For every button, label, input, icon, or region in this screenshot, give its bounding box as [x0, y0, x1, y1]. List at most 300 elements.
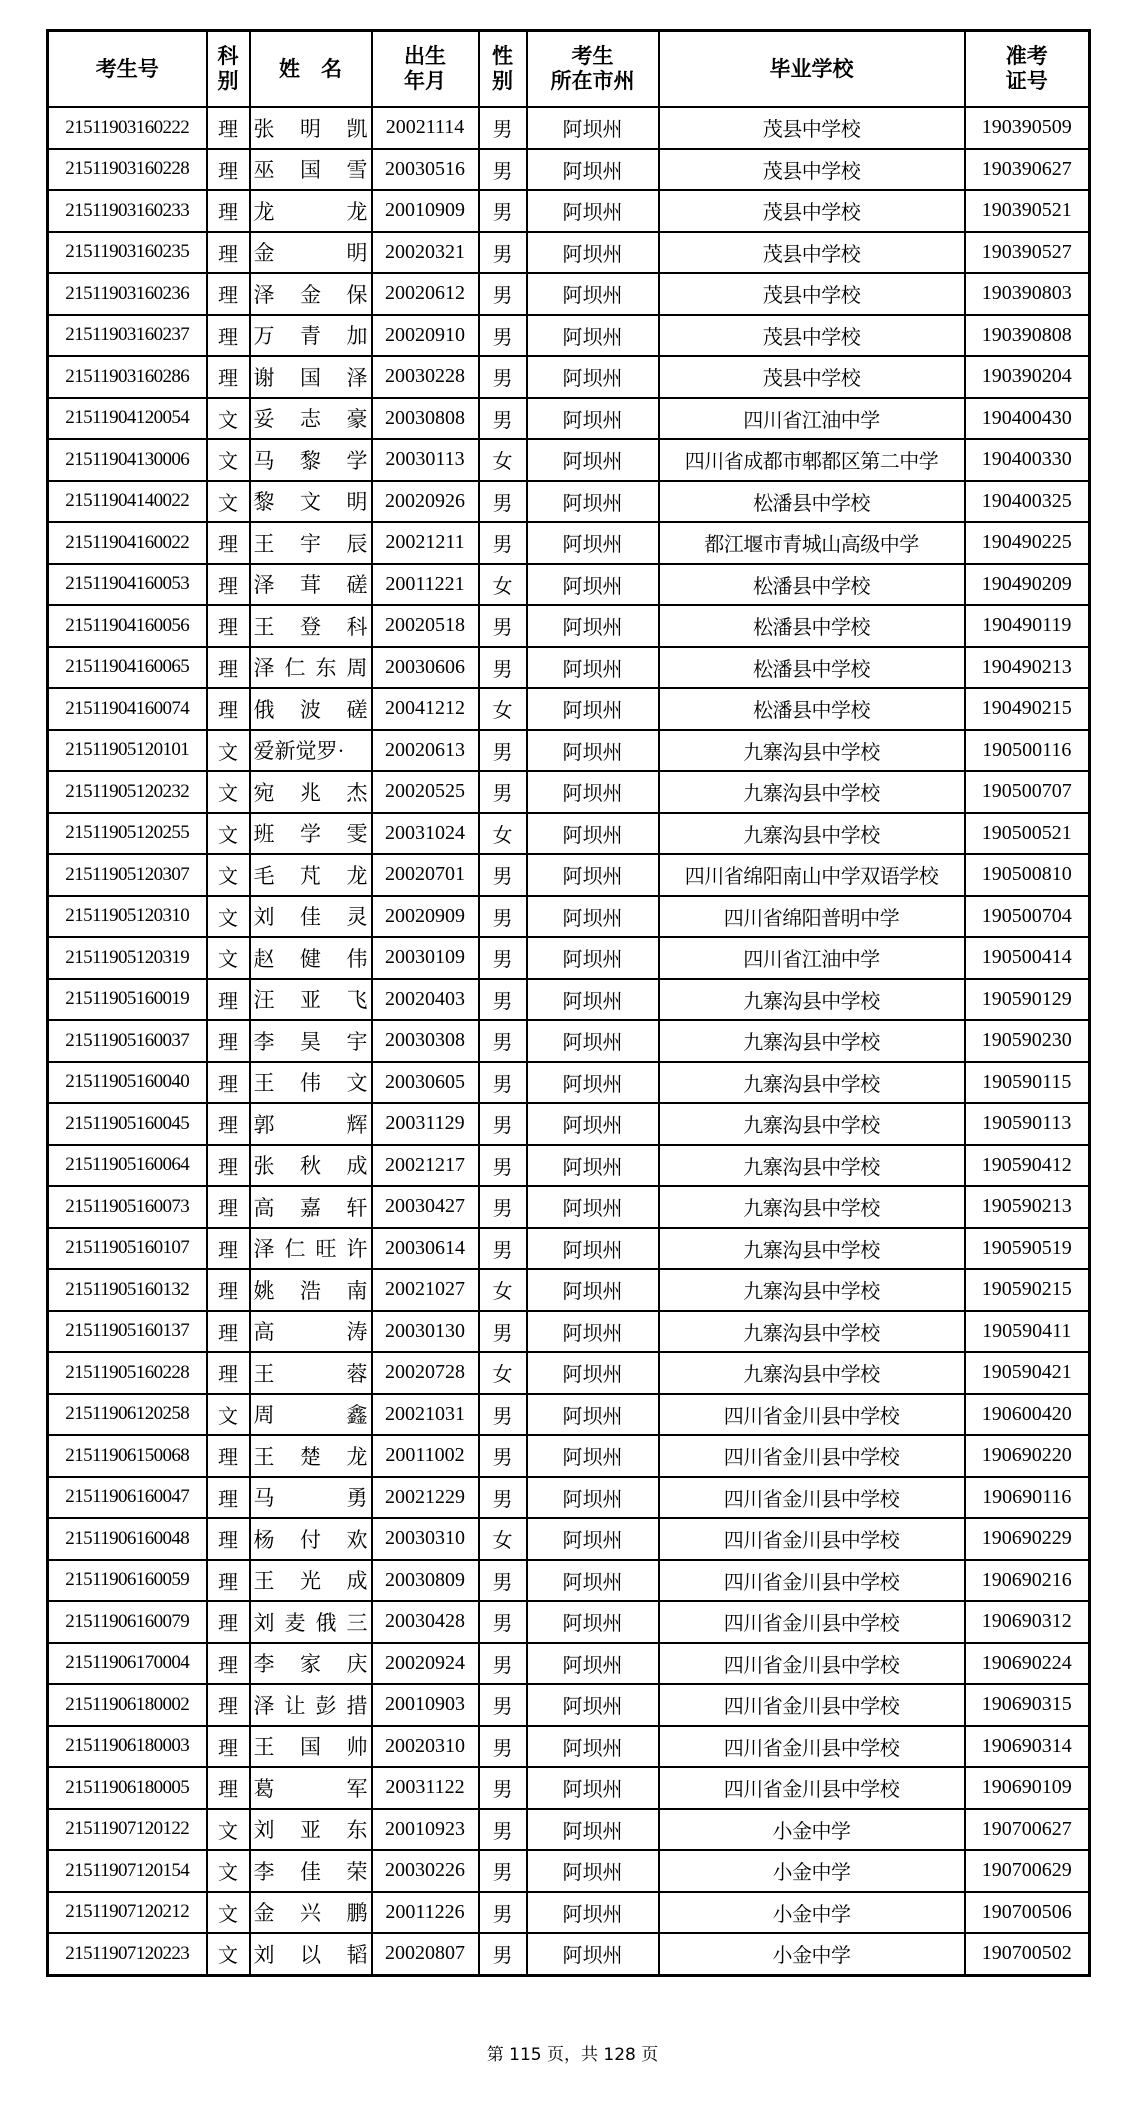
- school-cell: 四川省金川县中学校: [659, 1767, 965, 1809]
- gender-cell: 男: [479, 1892, 527, 1934]
- header-city: [527, 31, 659, 108]
- student-name: 王蓉: [253, 1361, 368, 1386]
- header-admission-number-label: 准考证号: [1005, 44, 1048, 93]
- gender-cell: 女: [479, 1518, 527, 1560]
- student-name-cell: [250, 771, 372, 813]
- table-row: [48, 1684, 1090, 1726]
- gender-cell: 女: [479, 1269, 527, 1311]
- table-row: [48, 356, 1090, 398]
- table-row: [48, 232, 1090, 274]
- school-cell: 茂县中学校: [659, 273, 965, 315]
- birth-date-cell: 20020403: [372, 979, 479, 1021]
- exam-number-cell: 21511904140022: [48, 481, 207, 523]
- school-cell: 九寨沟县中学校: [659, 979, 965, 1021]
- birth-date-cell: 20020910: [372, 315, 479, 357]
- admission-number-cell: 190700629: [965, 1850, 1090, 1892]
- gender-cell: 男: [479, 647, 527, 689]
- city-cell: 阿坝州: [527, 730, 659, 772]
- student-name: 赵健伟: [253, 946, 368, 971]
- student-name-cell: [250, 398, 372, 440]
- gender-cell: 男: [479, 315, 527, 357]
- exam-number-cell: 21511905160132: [48, 1269, 207, 1311]
- subject-cell: 文: [207, 771, 250, 813]
- school-cell: 九寨沟县中学校: [659, 1062, 965, 1104]
- school-cell: 茂县中学校: [659, 315, 965, 357]
- birth-date-cell: 20030226: [372, 1850, 479, 1892]
- exam-number-cell: 21511903160236: [48, 273, 207, 315]
- student-name: 张秋成: [253, 1154, 368, 1179]
- city-cell: 阿坝州: [527, 647, 659, 689]
- subject-cell: 理: [207, 1477, 250, 1519]
- table-row: [48, 522, 1090, 564]
- birth-date-cell: 20020701: [372, 854, 479, 896]
- admission-number-cell: 190690315: [965, 1684, 1090, 1726]
- admission-number-cell: 190690116: [965, 1477, 1090, 1519]
- school-cell: 都江堰市青城山高级中学: [659, 522, 965, 564]
- student-name: 黎文明: [253, 490, 368, 515]
- subject-cell: 理: [207, 1103, 250, 1145]
- student-name: 谢国泽: [253, 365, 368, 390]
- city-cell: 阿坝州: [527, 1933, 659, 1975]
- school-cell: 小金中学: [659, 1809, 965, 1851]
- student-name-cell: [250, 315, 372, 357]
- table-row: [48, 149, 1090, 191]
- gender-cell: 男: [479, 190, 527, 232]
- birth-date-cell: 20021211: [372, 522, 479, 564]
- school-cell: 小金中学: [659, 1892, 965, 1934]
- student-name-cell: [250, 1809, 372, 1851]
- gender-cell: 男: [479, 1809, 527, 1851]
- birth-date-cell: 20030113: [372, 439, 479, 481]
- subject-cell: 理: [207, 605, 250, 647]
- birth-date-cell: 20031122: [372, 1767, 479, 1809]
- school-cell: 茂县中学校: [659, 107, 965, 149]
- gender-cell: 男: [479, 730, 527, 772]
- school-cell: 四川省金川县中学校: [659, 1477, 965, 1519]
- student-name-cell: [250, 813, 372, 855]
- student-name: 王楚龙: [253, 1444, 368, 1469]
- school-cell: 四川省金川县中学校: [659, 1726, 965, 1768]
- admission-number-cell: 190590230: [965, 1020, 1090, 1062]
- subject-cell: 理: [207, 1352, 250, 1394]
- gender-cell: 女: [479, 1352, 527, 1394]
- gender-cell: 男: [479, 107, 527, 149]
- subject-cell: 理: [207, 273, 250, 315]
- subject-cell: 理: [207, 1435, 250, 1477]
- birth-date-cell: 20020321: [372, 232, 479, 274]
- birth-date-cell: 20020728: [372, 1352, 479, 1394]
- student-name: 刘佳灵: [253, 905, 368, 930]
- student-name: 周鑫: [253, 1403, 368, 1428]
- table-row: [48, 1560, 1090, 1602]
- subject-cell: 理: [207, 522, 250, 564]
- admission-number-cell: 190690220: [965, 1435, 1090, 1477]
- table-row: [48, 1228, 1090, 1270]
- gender-cell: 男: [479, 896, 527, 938]
- admission-number-cell: 190490213: [965, 647, 1090, 689]
- table-row: [48, 1394, 1090, 1436]
- subject-cell: 理: [207, 232, 250, 274]
- header-gender-line: 别: [492, 69, 513, 93]
- table-row: [48, 1726, 1090, 1768]
- student-name-cell: [250, 1269, 372, 1311]
- admission-number-cell: 190490225: [965, 522, 1090, 564]
- birth-date-cell: 20030228: [372, 356, 479, 398]
- city-cell: 阿坝州: [527, 937, 659, 979]
- birth-date-cell: 20010909: [372, 190, 479, 232]
- gender-cell: 男: [479, 1103, 527, 1145]
- subject-cell: 文: [207, 1892, 250, 1934]
- school-cell: 茂县中学校: [659, 149, 965, 191]
- admission-number-cell: 190690224: [965, 1643, 1090, 1685]
- subject-cell: 理: [207, 1643, 250, 1685]
- birth-date-cell: 20020924: [372, 1643, 479, 1685]
- student-name-cell: [250, 1103, 372, 1145]
- gender-cell: 男: [479, 937, 527, 979]
- city-cell: 阿坝州: [527, 273, 659, 315]
- birth-date-cell: 20020807: [372, 1933, 479, 1975]
- admission-number-cell: 190590115: [965, 1062, 1090, 1104]
- admission-number-cell: 190390527: [965, 232, 1090, 274]
- header-birth-date-label: 出生年月: [404, 44, 446, 93]
- student-name: 李家庆: [253, 1652, 368, 1677]
- exam-number-cell: 21511907120154: [48, 1850, 207, 1892]
- subject-cell: 文: [207, 398, 250, 440]
- exam-number-cell: 21511904160056: [48, 605, 207, 647]
- admission-number-cell: 190700627: [965, 1809, 1090, 1851]
- student-name-cell: [250, 1394, 372, 1436]
- school-cell: 四川省江油中学: [659, 398, 965, 440]
- gender-cell: 男: [479, 1062, 527, 1104]
- student-name-cell: [250, 1933, 372, 1975]
- city-cell: 阿坝州: [527, 1394, 659, 1436]
- city-cell: 阿坝州: [527, 1684, 659, 1726]
- exam-number-cell: 21511906160079: [48, 1601, 207, 1643]
- birth-date-cell: 20030606: [372, 647, 479, 689]
- city-cell: 阿坝州: [527, 190, 659, 232]
- birth-date-cell: 20010903: [372, 1684, 479, 1726]
- student-name: 泽让彭措: [253, 1693, 368, 1718]
- admission-number-cell: 190490119: [965, 605, 1090, 647]
- birth-date-cell: 20030308: [372, 1020, 479, 1062]
- student-name: 王国帅: [253, 1735, 368, 1760]
- exam-number-cell: 21511907120212: [48, 1892, 207, 1934]
- admission-number-cell: 190500414: [965, 937, 1090, 979]
- city-cell: 阿坝州: [527, 1892, 659, 1934]
- school-cell: 四川省江油中学: [659, 937, 965, 979]
- city-cell: 阿坝州: [527, 1601, 659, 1643]
- subject-cell: 理: [207, 688, 250, 730]
- student-name: 王伟文: [253, 1071, 368, 1096]
- subject-cell: 理: [207, 315, 250, 357]
- table-row: [48, 854, 1090, 896]
- birth-date-cell: 20011221: [372, 564, 479, 606]
- subject-cell: 理: [207, 356, 250, 398]
- student-name-cell: [250, 605, 372, 647]
- student-name-cell: [250, 1643, 372, 1685]
- city-cell: 阿坝州: [527, 605, 659, 647]
- gender-cell: 男: [479, 356, 527, 398]
- subject-cell: 理: [207, 190, 250, 232]
- city-cell: 阿坝州: [527, 1477, 659, 1519]
- student-name: 泽金保: [253, 282, 368, 307]
- student-name-cell: [250, 937, 372, 979]
- school-cell: 九寨沟县中学校: [659, 1228, 965, 1270]
- admission-number-cell: 190500810: [965, 854, 1090, 896]
- student-name: 金明: [253, 241, 368, 266]
- city-cell: 阿坝州: [527, 854, 659, 896]
- table-row: [48, 896, 1090, 938]
- school-cell: 四川省金川县中学校: [659, 1435, 965, 1477]
- admission-number-cell: 190490209: [965, 564, 1090, 606]
- student-name-cell: [250, 481, 372, 523]
- school-cell: 松潘县中学校: [659, 605, 965, 647]
- student-name: 俄波磋: [253, 697, 368, 722]
- city-cell: 阿坝州: [527, 979, 659, 1021]
- admission-number-cell: 190500521: [965, 813, 1090, 855]
- subject-cell: 理: [207, 107, 250, 149]
- admission-number-cell: 190590129: [965, 979, 1090, 1021]
- student-name-cell: [250, 1767, 372, 1809]
- exam-number-cell: 21511906180002: [48, 1684, 207, 1726]
- student-name-cell: [250, 1145, 372, 1187]
- student-name-cell: [250, 1601, 372, 1643]
- school-cell: 四川省成都市郫都区第二中学: [659, 439, 965, 481]
- city-cell: 阿坝州: [527, 1228, 659, 1270]
- student-name: 王宇辰: [253, 531, 368, 556]
- student-name: 杨付欢: [253, 1527, 368, 1552]
- admission-number-cell: 190500116: [965, 730, 1090, 772]
- admission-number-cell: 190590421: [965, 1352, 1090, 1394]
- student-name-cell: [250, 1850, 372, 1892]
- gender-cell: 男: [479, 1850, 527, 1892]
- table-row: [48, 1062, 1090, 1104]
- table-body: [48, 107, 1090, 1975]
- header-exam-number-line: 考生号: [95, 56, 159, 81]
- admission-number-cell: 190500704: [965, 896, 1090, 938]
- exam-number-cell: 21511903160237: [48, 315, 207, 357]
- student-name-cell: [250, 979, 372, 1021]
- student-name-cell: [250, 1311, 372, 1353]
- student-name: 巫国雪: [253, 158, 368, 183]
- table-row: [48, 439, 1090, 481]
- admission-number-cell: 190390627: [965, 149, 1090, 191]
- table-row: [48, 1477, 1090, 1519]
- student-name: 万青加: [253, 324, 368, 349]
- school-cell: 四川省金川县中学校: [659, 1518, 965, 1560]
- gender-cell: 男: [479, 1228, 527, 1270]
- city-cell: 阿坝州: [527, 1269, 659, 1311]
- city-cell: 阿坝州: [527, 1560, 659, 1602]
- subject-cell: 文: [207, 813, 250, 855]
- exam-number-cell: 21511905120101: [48, 730, 207, 772]
- table-row: [48, 1186, 1090, 1228]
- student-name: 宛兆杰: [253, 780, 368, 805]
- admission-number-cell: 190400325: [965, 481, 1090, 523]
- subject-cell: 理: [207, 1560, 250, 1602]
- birth-date-cell: 20030614: [372, 1228, 479, 1270]
- birth-date-cell: 20020310: [372, 1726, 479, 1768]
- exam-number-cell: 21511904160065: [48, 647, 207, 689]
- student-name: 刘亚东: [253, 1818, 368, 1843]
- table-row: [48, 481, 1090, 523]
- table-row: [48, 1643, 1090, 1685]
- school-cell: 九寨沟县中学校: [659, 730, 965, 772]
- table-row: [48, 647, 1090, 689]
- student-name: 李佳荣: [253, 1859, 368, 1884]
- student-name: 姚浩南: [253, 1278, 368, 1303]
- school-cell: 九寨沟县中学校: [659, 1269, 965, 1311]
- school-cell: 四川省绵阳南山中学双语学校: [659, 854, 965, 896]
- subject-cell: 理: [207, 1684, 250, 1726]
- gender-cell: 男: [479, 1726, 527, 1768]
- header-subject-line: 别: [217, 69, 239, 93]
- gender-cell: 男: [479, 605, 527, 647]
- student-name-cell: [250, 896, 372, 938]
- subject-cell: 理: [207, 1767, 250, 1809]
- student-name-cell: [250, 1020, 372, 1062]
- subject-cell: 理: [207, 1228, 250, 1270]
- admission-number-cell: 190700506: [965, 1892, 1090, 1934]
- city-cell: 阿坝州: [527, 439, 659, 481]
- city-cell: 阿坝州: [527, 1726, 659, 1768]
- student-name: 刘麦俄三: [253, 1610, 368, 1635]
- school-cell: 四川省金川县中学校: [659, 1601, 965, 1643]
- student-name-cell: [250, 1477, 372, 1519]
- city-cell: 阿坝州: [527, 149, 659, 191]
- exam-number-cell: 21511906160047: [48, 1477, 207, 1519]
- table-row: [48, 1767, 1090, 1809]
- admission-number-cell: 190390204: [965, 356, 1090, 398]
- city-cell: 阿坝州: [527, 232, 659, 274]
- exam-number-cell: 21511903160222: [48, 107, 207, 149]
- student-name: 泽仁旺许: [253, 1237, 368, 1262]
- school-cell: 四川省绵阳普明中学: [659, 896, 965, 938]
- school-cell: 茂县中学校: [659, 190, 965, 232]
- table-row: [48, 937, 1090, 979]
- table-row: [48, 813, 1090, 855]
- table-row: [48, 1518, 1090, 1560]
- exam-number-cell: 21511904160053: [48, 564, 207, 606]
- birth-date-cell: 20011002: [372, 1435, 479, 1477]
- student-name-cell: [250, 522, 372, 564]
- student-name-cell: [250, 564, 372, 606]
- gender-cell: 男: [479, 1435, 527, 1477]
- admission-number-cell: 190600420: [965, 1394, 1090, 1436]
- table-row: [48, 273, 1090, 315]
- gender-cell: 男: [479, 1145, 527, 1187]
- school-cell: 九寨沟县中学校: [659, 813, 965, 855]
- city-cell: 阿坝州: [527, 522, 659, 564]
- subject-cell: 文: [207, 439, 250, 481]
- student-name-cell: [250, 1435, 372, 1477]
- gender-cell: 男: [479, 1684, 527, 1726]
- subject-cell: 理: [207, 1726, 250, 1768]
- gender-cell: 男: [479, 481, 527, 523]
- admission-number-cell: 190590215: [965, 1269, 1090, 1311]
- city-cell: 阿坝州: [527, 1809, 659, 1851]
- admission-number-cell: 190400330: [965, 439, 1090, 481]
- exam-number-cell: 21511905120319: [48, 937, 207, 979]
- school-cell: 小金中学: [659, 1850, 965, 1892]
- subject-cell: 理: [207, 149, 250, 191]
- birth-date-cell: 20020909: [372, 896, 479, 938]
- table-row: [48, 1352, 1090, 1394]
- student-name: 汪亚飞: [253, 988, 368, 1013]
- school-cell: 茂县中学校: [659, 356, 965, 398]
- admission-number-cell: 190700502: [965, 1933, 1090, 1975]
- birth-date-cell: 20030109: [372, 937, 479, 979]
- city-cell: 阿坝州: [527, 1062, 659, 1104]
- table-row: [48, 688, 1090, 730]
- student-name: 王登科: [253, 614, 368, 639]
- gender-cell: 男: [479, 771, 527, 813]
- page-number-footer: 第 115 页，共 128 页: [486, 2045, 659, 2065]
- exam-number-cell: 21511907120122: [48, 1809, 207, 1851]
- student-name-cell: [250, 107, 372, 149]
- school-cell: 四川省金川县中学校: [659, 1684, 965, 1726]
- table-header-row: [48, 31, 1090, 108]
- admission-number-cell: 190500707: [965, 771, 1090, 813]
- table-row: [48, 979, 1090, 1021]
- gender-cell: 男: [479, 1767, 527, 1809]
- table-row: [48, 730, 1090, 772]
- student-name-cell: [250, 232, 372, 274]
- birth-date-cell: 20020525: [372, 771, 479, 813]
- student-name: 马勇: [253, 1486, 368, 1511]
- city-cell: 阿坝州: [527, 1850, 659, 1892]
- student-name: 高嘉轩: [253, 1195, 368, 1220]
- city-cell: 阿坝州: [527, 1352, 659, 1394]
- exam-number-cell: 21511905160107: [48, 1228, 207, 1270]
- student-name: 高涛: [253, 1320, 368, 1345]
- student-name: 龙龙: [253, 199, 368, 224]
- school-cell: 四川省金川县中学校: [659, 1394, 965, 1436]
- city-cell: 阿坝州: [527, 564, 659, 606]
- city-cell: 阿坝州: [527, 1643, 659, 1685]
- table-row: [48, 1145, 1090, 1187]
- birth-date-cell: 20021027: [372, 1269, 479, 1311]
- city-cell: 阿坝州: [527, 1518, 659, 1560]
- school-cell: 九寨沟县中学校: [659, 1352, 965, 1394]
- student-name-cell: [250, 1062, 372, 1104]
- subject-cell: 文: [207, 1809, 250, 1851]
- birth-date-cell: 20011226: [372, 1892, 479, 1934]
- school-cell: 松潘县中学校: [659, 481, 965, 523]
- table-row: [48, 1601, 1090, 1643]
- exam-number-cell: 21511906160048: [48, 1518, 207, 1560]
- admission-number-cell: 190490215: [965, 688, 1090, 730]
- gender-cell: 男: [479, 149, 527, 191]
- admission-number-cell: 190400430: [965, 398, 1090, 440]
- admission-number-cell: 190390521: [965, 190, 1090, 232]
- table-row: [48, 605, 1090, 647]
- header-name-line: 姓 名: [279, 56, 342, 81]
- student-name: 金兴鹏: [253, 1901, 368, 1926]
- exam-number-cell: 21511905160045: [48, 1103, 207, 1145]
- birth-date-cell: 20020926: [372, 481, 479, 523]
- birth-date-cell: 20031129: [372, 1103, 479, 1145]
- birth-date-cell: 20021229: [372, 1477, 479, 1519]
- exam-number-cell: 21511905120255: [48, 813, 207, 855]
- student-name: 刘以韬: [253, 1942, 368, 1967]
- gender-cell: 男: [479, 1643, 527, 1685]
- school-cell: 松潘县中学校: [659, 564, 965, 606]
- school-cell: 九寨沟县中学校: [659, 771, 965, 813]
- city-cell: 阿坝州: [527, 1311, 659, 1353]
- student-name-cell: [250, 688, 372, 730]
- exam-number-cell: 21511906180005: [48, 1767, 207, 1809]
